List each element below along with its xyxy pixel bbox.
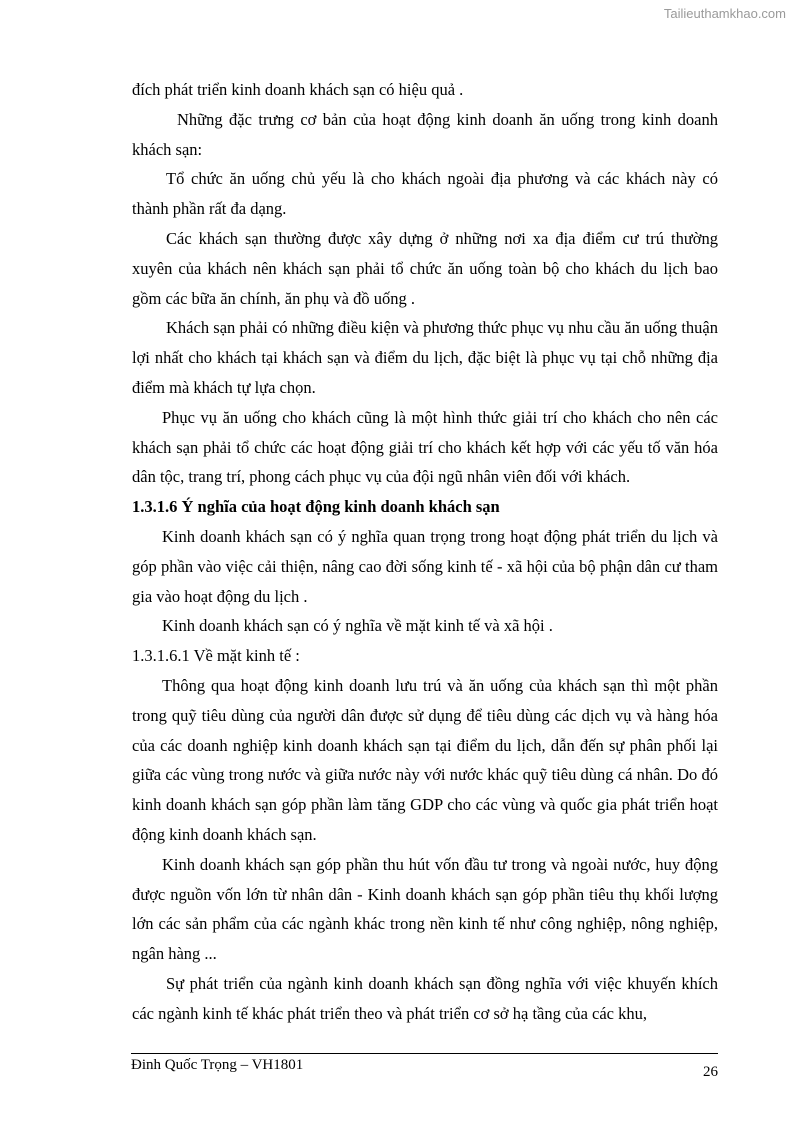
paragraph: Sự phát triển của ngành kinh doanh khách sạn đồng nghĩa với việc khuyến khích các ngành kinh tế khác phát triển theo và phát triển cơ sở hạ tầng của các khu, xyxy=(132,973,718,1023)
page-number: 26 xyxy=(703,1064,718,1080)
footer-author: Đinh Quốc Trọng – VH1801 xyxy=(131,1057,304,1073)
paragraph: Thông qua hoạt động kinh doanh lưu trú và ăn uống của khách sạn thì một phần trong quỹ tiêu dùng của người dân được sử dụng để tiêu dùng các dịch vụ và hàng hóa của các doanh nghiệp kinh doanh khách sạn tại điểm du lịch, dẫn đến sự phân phối lại giữa các vùng trong nước và giữa nước này với nước khác quỹ tiêu dùng cá nhân. Do đó kinh doanh khách sạn góp phần làm tăng GDP cho các vùng và quốc gia phát triển hoạt động kinh doanh khách sạn. xyxy=(132,675,718,844)
subsection-heading: 1.3.1.6.1 Về mặt kinh tế : xyxy=(132,646,300,666)
paragraph: đích phát triển kinh doanh khách sạn có hiệu quả . xyxy=(132,80,464,99)
body-text xyxy=(132,75,718,1029)
paragraph: Phục vụ ăn uống cho khách cũng là một hình thức giải trí cho khách cho nên các khách sạn phải tổ chức các hoạt động giải trí cho khách kết hợp với các yếu tố văn hóa dân tộc, trang trí, phong cách phục vụ của đội ngũ nhân viên đối với khách. xyxy=(132,407,718,487)
paragraph: Kinh doanh khách sạn có ý nghĩa quan trọng trong hoạt động phát triển du lịch và góp phần vào việc cải thiện, nâng cao đời sống kinh tế - xã hội của bộ phận dân cư tham gia vào hoạt động du lịch . xyxy=(132,526,718,606)
paragraph: Kinh doanh khách sạn có ý nghĩa về mặt kinh tế và xã hội . xyxy=(162,616,553,636)
paragraph: Kinh doanh khách sạn góp phần thu hút vốn đầu tư trong và ngoài nước, huy động được nguồn vốn lớn từ nhân dân - Kinh doanh khách sạn góp phần tiêu thụ khối lượng lớn các sản phẩm của các ngành khác trong nền kinh tế như công nghiệp, nông nghiệp, ngân hàng ... xyxy=(132,854,718,964)
footer-divider xyxy=(131,1053,718,1054)
section-heading: 1.3.1.6 Ý nghĩa của hoạt động kinh doanh khách sạn xyxy=(132,497,500,517)
paragraph: Tổ chức ăn uống chủ yếu là cho khách ngoài địa phương và các khách này có thành phần rất đa dạng. xyxy=(132,169,718,219)
paragraph: Khách sạn phải có những điều kiện và phương thức phục vụ nhu cầu ăn uống thuận lợi nhất cho khách tại khách sạn và điểm du lịch, đặc biệt là phục vụ tại chỗ những địa điểm mà khách tự lựa chọn. xyxy=(132,318,718,397)
paragraph: Các khách sạn thường được xây dựng ở những nơi xa địa điểm cư trú thường xuyên của khách nên khách sạn phải tổ chức ăn uống toàn bộ cho khách du lịch bao gồm các bữa ăn chính, ăn phụ và đồ uống . xyxy=(132,228,718,308)
watermark: Tailieuthamkhao.com xyxy=(663,6,786,21)
paragraph: Những đặc trưng cơ bản của hoạt động kinh doanh ăn uống trong kinh doanh khách sạn: xyxy=(132,109,718,159)
